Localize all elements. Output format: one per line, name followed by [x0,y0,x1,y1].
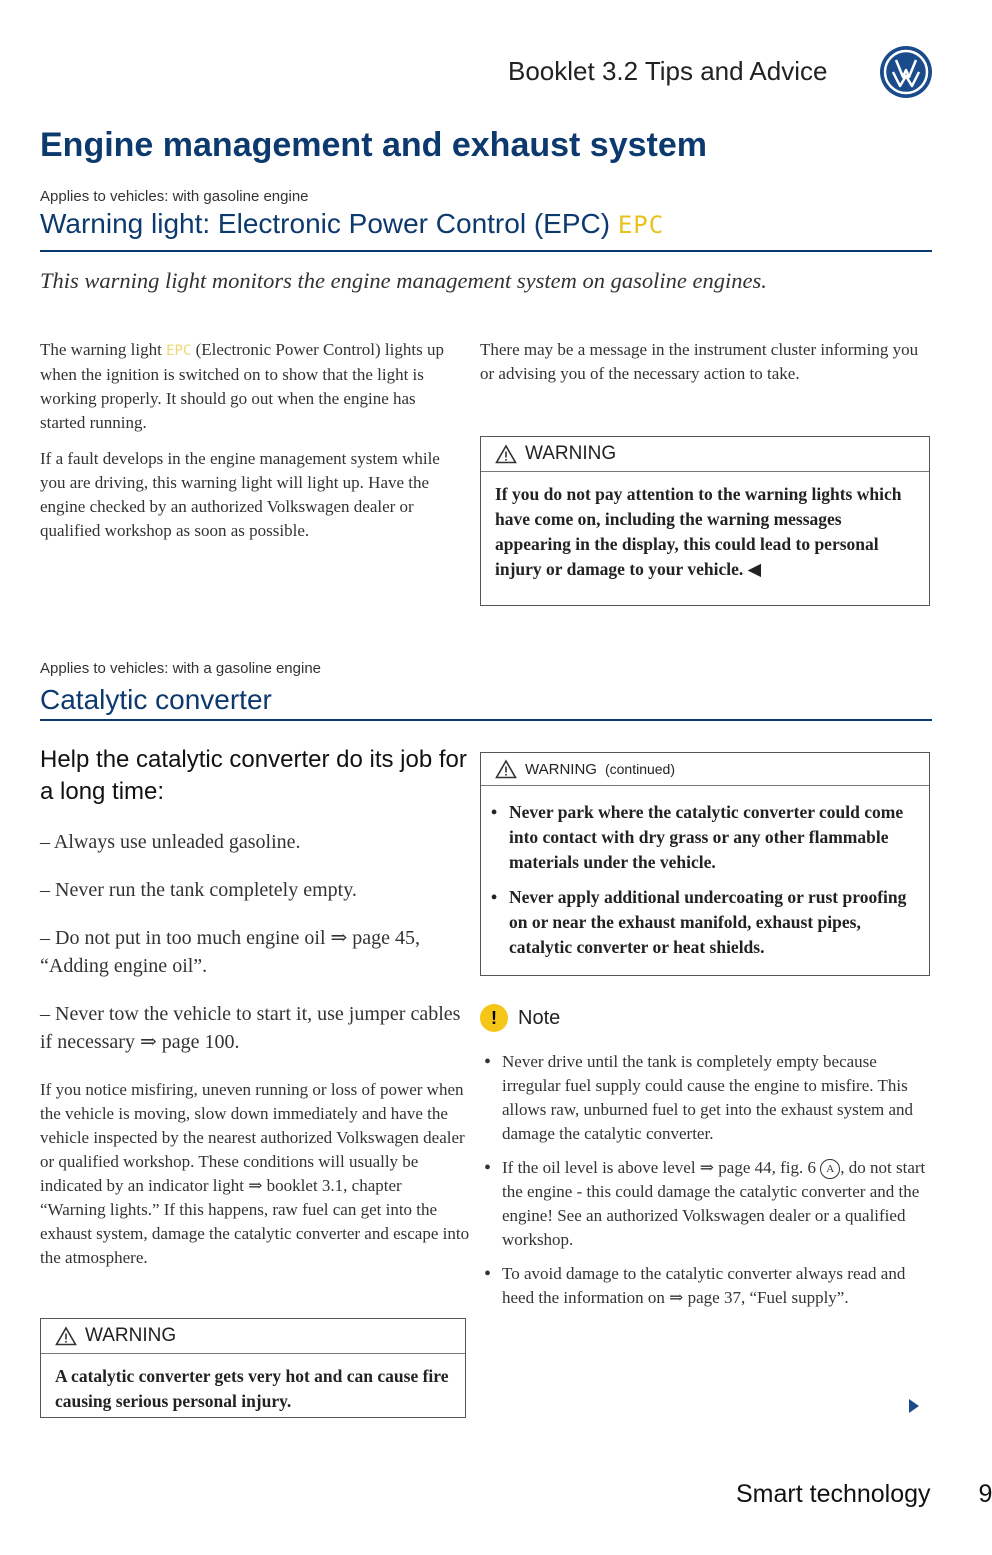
warning-header [481,753,929,786]
warning-item: • Never apply additional undercoating or rust proofing on or near the exhaust manifold, exhaust pipes, catalytic converter or heat shields. [495,885,915,960]
page-number: 9 [978,1480,992,1508]
note-item: • If the oil level is above level ⇒ page 44, fig. 6 A , do not start the engine - this could damage the catalytic converter and the engine! See an authorized Volkswagen dealer or a qualified workshop. [480,1156,930,1252]
epc-left-column [40,338,465,543]
cat-left-column [40,744,470,1270]
step-item: – Always use unleaded gasoline. [40,831,301,853]
section-rule [40,250,932,252]
section-heading-text: Warning light: Electronic Power Control (EPC) [40,208,611,239]
warning-box-continued [480,752,930,976]
section-heading-epc [40,208,664,240]
applies-to-note: Applies to vehicles: with a gasoline engine [40,660,322,677]
epc-inline-icon: EPC [166,343,192,359]
continue-arrow-icon [908,1398,920,1414]
warning-label: WARNING [85,1325,177,1346]
volkswagen-logo-icon [878,44,934,100]
epc-light-icon: EPC [617,211,665,239]
page-title: Engine management and exhaust system [40,126,707,164]
warning-triangle-icon [55,1326,77,1346]
warning-continued: (continued) [604,761,675,777]
note-item: • To avoid damage to the catalytic converter always read and heed the information on ⇒ page 37, “Fuel supply”. [480,1262,930,1310]
warning-triangle-icon [495,759,517,779]
note-header [480,1004,930,1032]
figure-marker-icon: A [820,1159,840,1179]
footer-section: Smart technology [736,1480,931,1508]
section-heading-catalytic: Catalytic converter [40,684,272,715]
page-footer [736,1480,992,1509]
warning-item: • Never park where the catalytic converter could come into contact with dry grass or any other flammable materials under the vehicle. [495,800,915,875]
warning-box-catalytic [40,1318,466,1418]
step-item: – Do not put in too much engine oil ⇒ page 45, “Adding engine oil”. [40,927,421,977]
note-label: Note [518,1006,561,1029]
epc-paragraph-2: If a fault develops in the engine management system while you are driving, this warning light will light up. Have the engine checked by an authorized Volkswagen dealer or qualified workshop as soon as possible. [40,449,440,540]
warning-box-epc [480,436,930,606]
end-marker-icon: ◀ [747,559,762,579]
applies-to-note: Applies to vehicles: with gasoline engine [40,188,309,205]
note-icon: ! [480,1004,508,1032]
warning-label: WARNING [525,760,597,778]
warning-label: WARNING [525,443,617,464]
epc-paragraph-1: The warning light EPC (Electronic Power Control) lights up when the ignition is switched on to show that the light is working properly. It should go out when the engine has started running. [40,340,444,432]
booklet-header: Booklet 3.2 Tips and Advice [508,56,828,86]
epc-paragraph-3: There may be a message in the instrument cluster informing you or advising you of the necessary action to take. [480,340,919,383]
epc-right-column [480,338,932,386]
note-section [480,1004,930,1320]
help-title: Help the catalytic converter do its job for a long time: [40,746,467,805]
warning-header [481,437,929,472]
step-item: – Never run the tank completely empty. [40,879,357,901]
note-item: • Never drive until the tank is completely empty because irregular fuel supply could cause the engine to misfire. This allows raw, unburned fuel to get into the exhaust system and damage the catalytic converter. [480,1050,930,1146]
warning-text: A catalytic converter gets very hot and can cause fire causing serious personal injury. [55,1366,449,1411]
warning-triangle-icon [495,444,517,464]
warning-text: If you do not pay attention to the warning lights which have come on, including the warning messages appearing in the display, this could lead to personal injury or damage to your vehicle. ◀ [495,484,902,579]
cat-paragraph: If you notice misfiring, uneven running or loss of power when the vehicle is moving, slow down immediately and have the vehicle inspected by the nearest authorized Volkswagen dealer or qualified workshop. These conditions will usually be indicated by an indicator light ⇒ booklet 3.1, chapter “Warning lights.” If this happens, raw fuel can get into the exhaust system, damage the catalytic converter and escape into the atmosphere. [40,1080,470,1267]
warning-header [41,1319,465,1354]
section-lede: This warning light monitors the engine management system on gasoline engines. [40,268,767,293]
step-item: – Never tow the vehicle to start it, use jumper cables if necessary ⇒ page 100. [40,1003,461,1053]
section-rule [40,719,932,721]
